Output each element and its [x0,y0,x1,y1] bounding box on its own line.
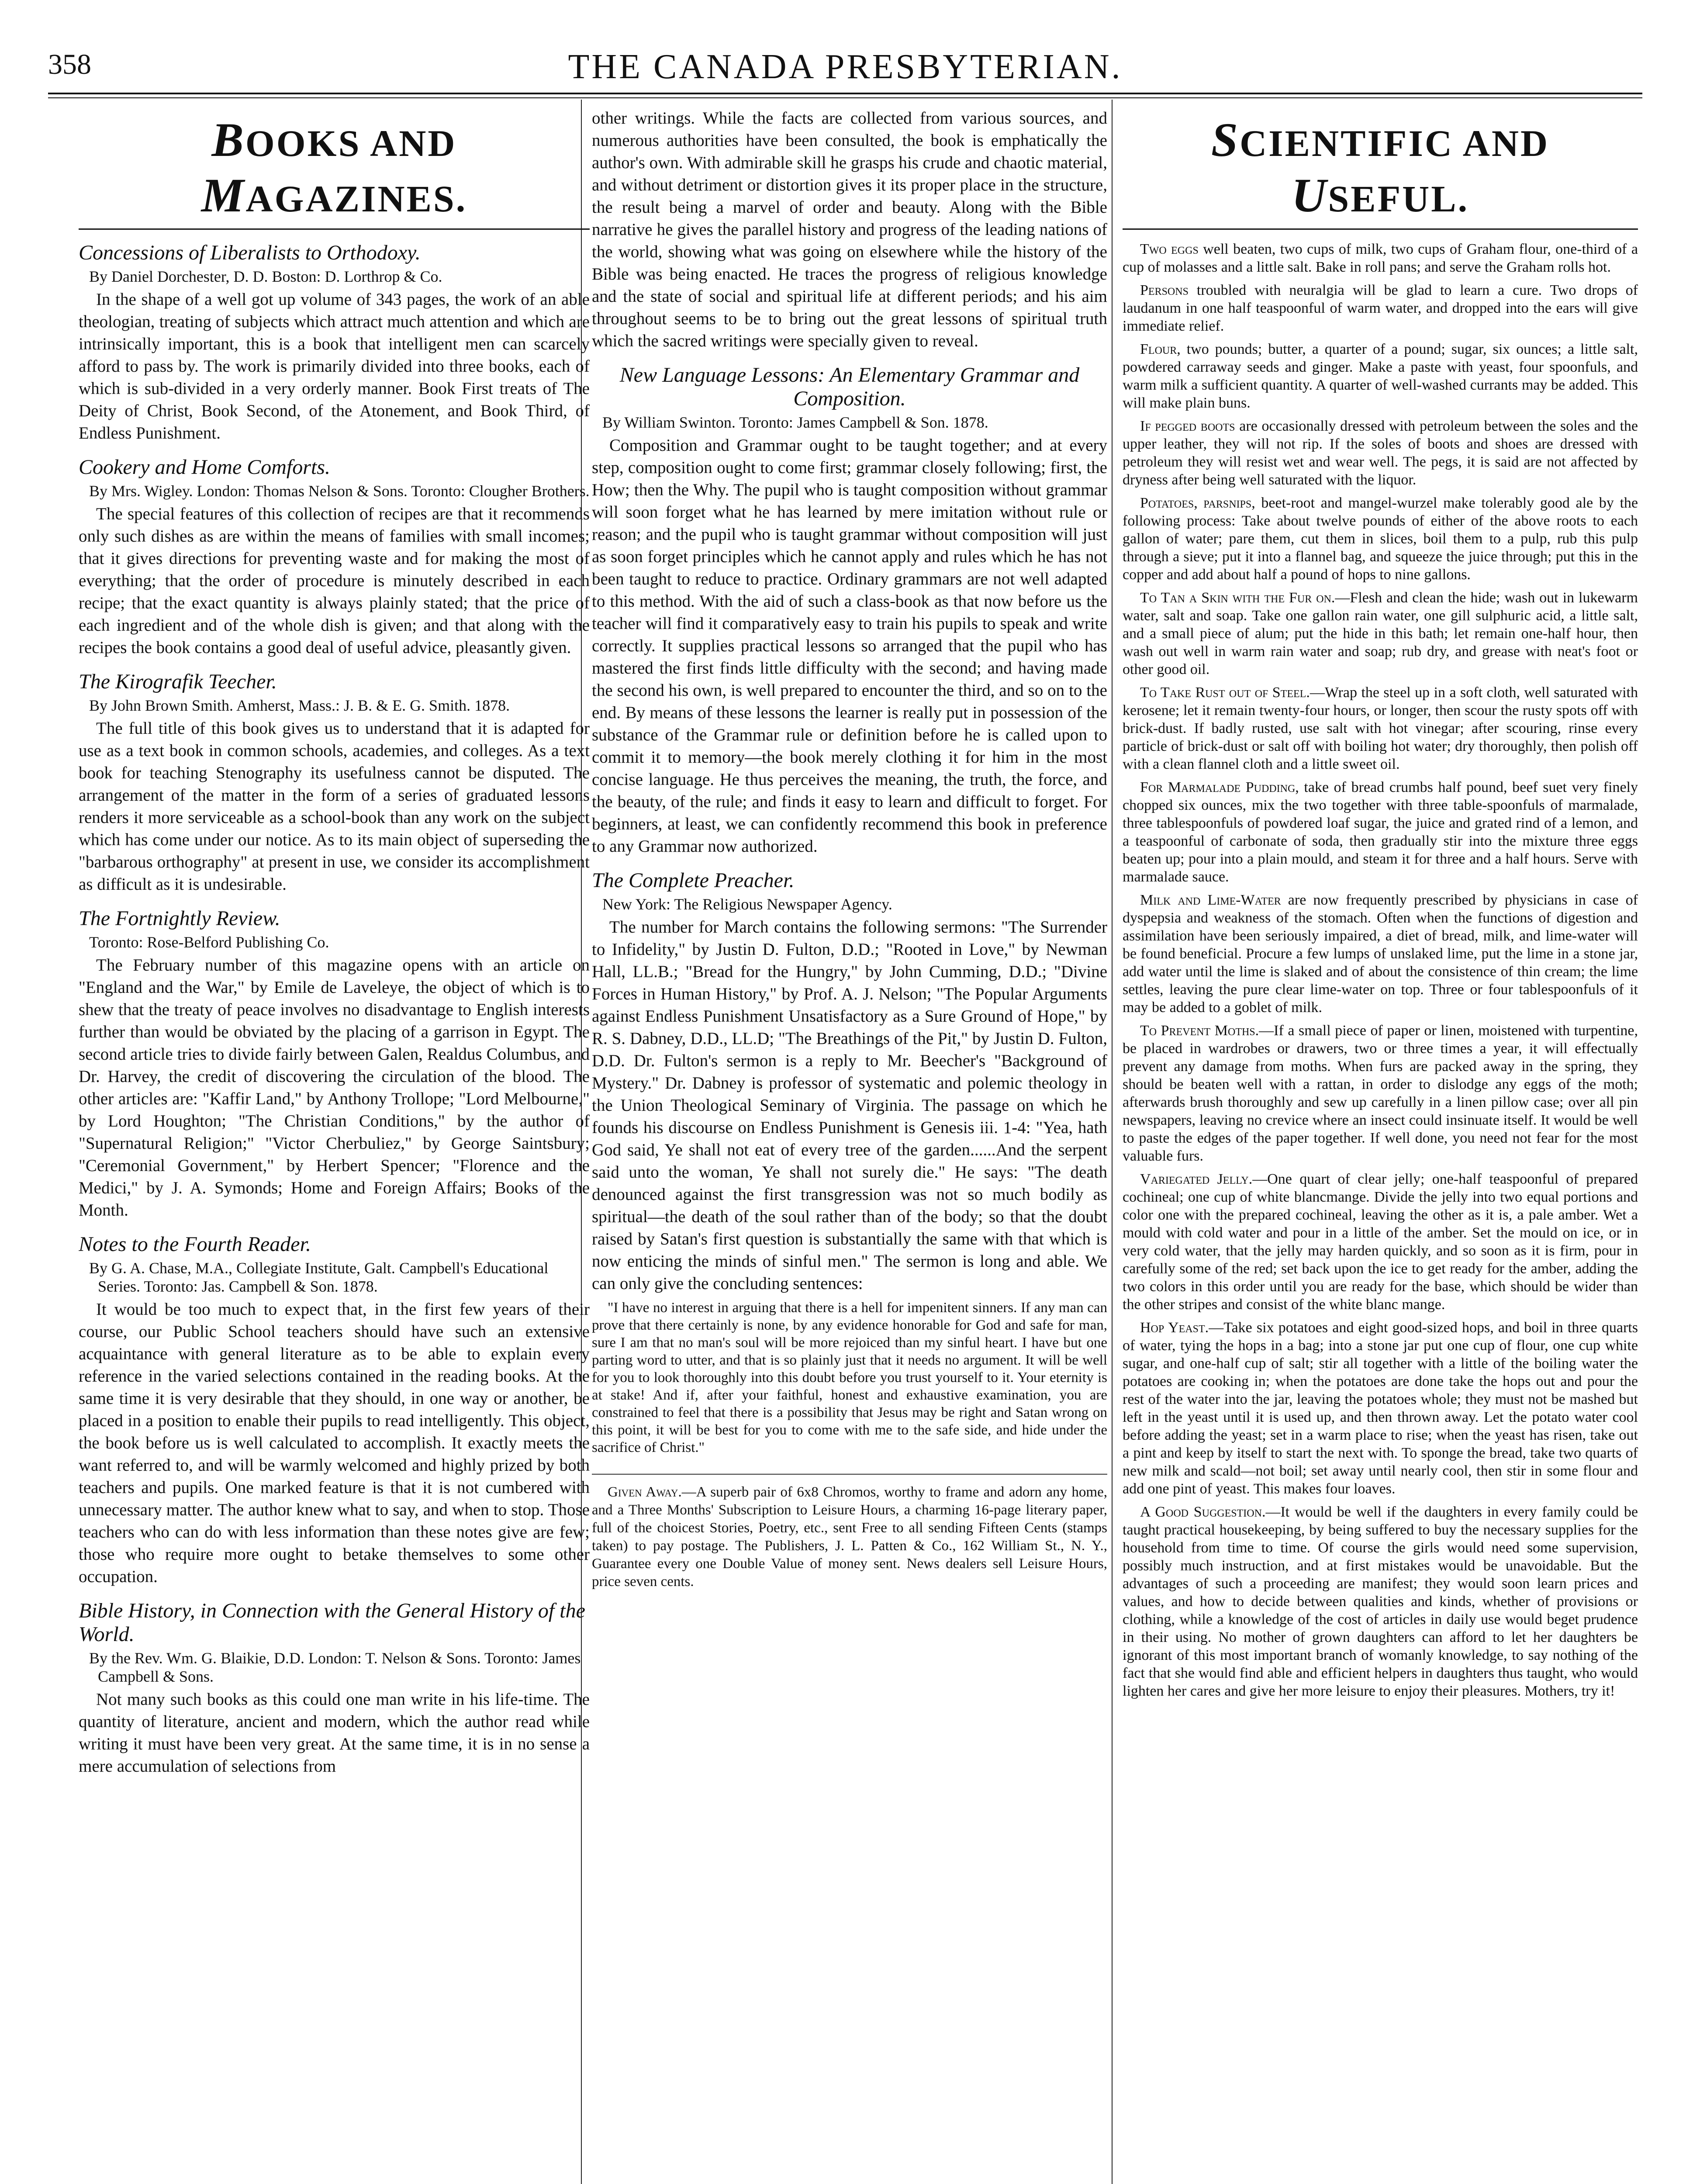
notice-rule [592,1474,1107,1475]
review-kirografik [79,670,590,895]
recipe-item: Persons troubled with neuralgia will be glad to learn a cure. Two drops of laudanum in one half teaspoonful of warm water, and dropped into the ears will give immediate relief. [1123,282,1638,334]
review-byline: By William Swinton. Toronto: James Campbell & Son. 1878. [602,414,988,431]
review-byline: New York: The Religious Newspaper Agency. [602,895,892,913]
review-title: New Language Lessons: An Elementary Grammar and Composition. [619,363,1080,410]
review-byline: By Mrs. Wigley. London: Thomas Nelson & Sons. Toronto: Clougher Brothers. [89,482,590,500]
review-byline: By the Rev. Wm. G. Blaikie, D.D. London: T. Nelson & Sons. Toronto: James Campbell & Sons. [89,1649,581,1685]
recipe-item: Variegated Jelly.—One quart of clear jelly; one-half teaspoonful of prepared cochineal; one cup of white blancmange. Divide the jelly into two equal portions and color one with the prepared cochineal, leaving the other as it is, a pale amber. Wet a mould with cold water and pour in a little of the amber. Set the mould on ice, or in very cold water, that the jelly may harden quickly, and so soon as it is firm, pour in carefully some of the red; set back upon the ice to get ready for the amber, adding the two colors in this order until you are ready for the base, which should be wider than the other stripes and consist of the white blanc mange. [1123,1171,1638,1313]
recipe-item: If pegged boots are occasionally dressed with petroleum between the soles and the upper leather, they will not rip. If the soles of boots and shoes are dressed with petroleum they will resist wet and wear well. The pegs, it is said are not affected by dryness after being well saturated with the liquor. [1123,418,1638,488]
recipe-item: Two eggs well beaten, two cups of milk, two cups of Graham flour, one-third of a cup of molasses and a little salt. Bake in roll pans; and serve the Graham rolls hot. [1123,241,1638,275]
review-byline: By John Brown Smith. Amherst, Mass.: J. B. & E. G. Smith. 1878. [89,697,510,714]
recipe-item: A Good Suggestion.—It would be well if the daughters in every family could be taught practical housekeeping, by being suffered to buy the necessary supplies for the household from time to time. Of course the girls would need some supervision, possibly much instruction, and at first mistakes would be unavoidable. But the advantages of such a proceeding are manifest; they would soon learn prices and values, and how to decide between qualities and kinds, whether of provisions or clothing, while a knowledge of the cost of articles in daily use would beget prudence in their using. No mother of grown daughters can afford to let her daughters be ignorant of this most important branch of womanly knowledge, to say nothing of the fact that she would find able and efficient helpers in daughters thus taught, who would lighten her cares and give her more leisure to enjoy their pleasures. Mothers, try it! [1123,1504,1638,1699]
review-text: Composition and Grammar ought to be taught together; and at every step, composition ought to come first; grammar closely following; first, the How; then the Why. The pupil who is taught composition without grammar will soon forget what he has learned by mere imitation without rule or reason; and the pupil who is taught grammar without composition will just as soon forget principles which he cannot apply and rules which he has not been taught to reduce to practice. Ordinary grammars are not well adapted to this method. With the aid of such a class-book as that now before us the teacher will find it comparatively easy to train his pupils to speak and write correctly. It supplies practical lessons so arranged that the pupil who has mastered the first finds little difficulty with the second; and having made the second his own, is well prepared to encounter the third, and so on to the end. By means of these lessons the learner is really put in possession of the substance of the Grammar rule or definition before he is called upon to commit it to memory—the book merely clothing it for him in the most concise language. He thus perceives the meaning, the truth, the force, and the beauty, of the rule; and finds it easy to learn and difficult to forget. For beginners, at least, we can confidently recommend this book in preference to any Grammar now authorized. [592,436,1107,856]
review-byline: By G. A. Chase, M.A., Collegiate Institute, Galt. Campbell's Educational Series. Toronto: Jas. Campbell & Son. 1878. [89,1259,549,1295]
recipe-item: To Take Rust out of Steel.—Wrap the steel up in a soft cloth, well saturated with kerosene; let it remain twenty-four hours, or longer, then scour the rusty spots off with brick-dust. If badly rusted, use salt with hot vinegar; after scouring, rinse every particle of brick-dust or salt off with boiling hot water; dry thoroughly, then polish off with a clean flannel cloth and a little sweet oil. [1123,684,1638,772]
review-byline: Toronto: Rose-Belford Publishing Co. [89,933,329,951]
recipe-item: Potatoes, parsnips, beet-root and mangel-wurzel make tolerably good ale by the following process: Take about twelve pounds of either of the above roots to each gallon of water; pare them, cut them in slices, boil them to a pulp, rub this pulp through a sieve; put it into a flannel bag, and squeeze the juice through; put this in the copper and add about half a pound of hops to nine gallons. [1123,495,1638,583]
recipe-item: Milk and Lime-Water are now frequently prescribed by physicians in case of dyspepsia and weakness of the stomach. Often when the functions of digestion and assimilation have been seriously impaired, a diet of bread, milk, and lime-water will be found beneficial. Procure a few lumps of unslaked lime, put the lime in a stone jar, add water until the lime is slaked and of about the consistence of thin cream; the lime settles, leaving the pure clear lime-water on top. Three or four tablespoonfuls of it may be added to a goblet of milk. [1123,892,1638,1016]
review-text: In the shape of a well got up volume of 343 pages, the work of an able theologian, treating of subjects which attract much attention and which are intrinsically important, this is a book that intelligent men can scarcely afford to pass by. The work is primarily divided into three books, each of which is sub-divided in a very orderly manner. Book First treats of The Deity of Christ, Book Second, of the Atonement, and Book Third, of Endless Punishment. [79,290,590,442]
recipe-item: To Prevent Moths.—If a small piece of paper or linen, moistened with turpentine, be placed in wardrobes or drawers, two or three times a year, it will effectually prevent any damage from moths. When furs are packed away in the spring, they should be beaten well with a rattan, in order to dislodge any eggs of the moth; afterwards brush thoroughly and sew up carefully in a linen pillow case; over all pin newspapers, leaving no crevice where an insect could insinuate itself. It would be well to paste the edges of the paper together. If well done, you need not fear for the most valuable furs. [1123,1023,1638,1164]
review-text: The special features of this collection of recipes are that it recommends only such dishes as are within the means of families with small incomes; that it gives directions for preventing waste and for making the most of everything; that the order of procedure is minutely described in each recipe; that the exact quantity is always plainly stated; that the price of each ingredient and of the whole dish is given; and that along with the recipes the book contains a good deal of useful advice, pleasantly given. [79,505,590,657]
review-complete-preacher [592,869,1107,1456]
header-rule-thin [48,97,1642,98]
review-fourth-reader [79,1233,590,1588]
review-language-lessons [592,363,1107,857]
scientific-and-useful-heading: SCIENTIFIC AND USEFUL. [1211,113,1550,222]
page-header [48,44,1642,96]
recipe-item: For Marmalade Pudding, take of bread crumbs half pound, beef suet very finely chopped six ounces, mix the two together with three table-spoonfuls of marmalade, three tablespoonfuls of powdered loaf sugar, the juice and grated rind of a lemon, and a teaspoonful of carbonate of soda, then gradually stir into the mixture three eggs beaten up; pour into a plain mould, and steam it for three and a half hours. Serve with marmalade sauce. [1123,779,1638,885]
recipe-item: Hop Yeast.—Take six potatoes and eight good-sized hops, and boil in three quarts of water, tying the hops in a bag; into a stone jar put one cup of flour, one cup white sugar, and one-half cup of salt; stir all together with a little of the boiling water the potatoes are cooking in; when the potatoes are done take the hops out and pour the rest of the water into the jar, leaving the potatoes whole; they must not be mashed but left in the yeast until it is used up, and then thrown away. Let the potato water cool before adding the yeast; set in a warm place to rise; when the yeast has risen, take out a pint and keep by itself to start the next with. To sponge the bread, take two quarts of new milk and scald—not boil; set away until nearly cool, then stir in some flour and add one pint of yeast. This makes four loaves. [1123,1320,1638,1497]
sermon-quote: "I have no interest in arguing that there is a hell for impenitent sinners. If any man can prove that there certainly is none, by any evidence honorable for God and safe for man, sure I am that no man's soul will be more rejoiced than my sinful heart. I have but one parting word to utter, and that is so plainly just that it needs no argument. It will be well for you to look thoroughly into this doubt before you trust yourself to it. Your eternity is at stake! And if, after your faithful, honest and exhaustive examination, you are constrained to feel that there is a possibility that Jesus may be right and Satan wrong on this point, it will be best for you to come with me to the safe side, and hide under the sacrifice of Christ." [592,1300,1107,1455]
heading-rule [79,228,590,230]
middle-column [592,107,1107,2184]
review-text: The February number of this magazine opens with an article on "England and the War," by Emile de Laveleye, the object of which is to shew that the treaty of peace involves no disadvantage to English interests further than would be obviated by the placing of a garrison in Egypt. The second article tries to divide fairly between Galen, Realdus Columbus, and Dr. Harvey, the credit of discovering the circulation of the blood. The other articles are: "Kaffir Land," by Anthony Trollope; "Lord Melbourne," by Lord Houghton; "The Christian Conditions," by the author of "Supernatural Religion;" "Victor Cherbuliez," by George Saintsbury; "Ceremonial Government," by Herbert Spencer; "Florence and the Medici," by J. A. Symonds; Home and Foreign Affairs; Books of the Month. [79,956,590,1220]
page-number: 358 [48,48,91,80]
notice-lead: Given Away. [608,1484,682,1500]
review-fortnightly [79,907,590,1221]
continued-review-text: other writings. While the facts are collected from various sources, and numerous authorities have been consulted, the book is emphatically the author's own. With admirable skill he grasps his crude and chaotic material, and without detriment or distortion gives it its proper place in the structure, the result being a marvel of order and beauty. Along with the Bible narrative he gives the parallel history and progress of the leading nations of the world, showing what was going on elsewhere while the history of the Bible was being enacted. He traces the progress of religious knowledge and the state of social and spiritual life at different periods; and his aim throughout seems to be to bring out the great lessons of spiritual truth which the sacred writings were specially given to reveal. [592,109,1107,350]
review-title: The Fortnightly Review. [79,907,280,930]
review-title: The Complete Preacher. [592,869,795,892]
recipe-item: Flour, two pounds; butter, a quarter of a pound; sugar, six ounces; a little salt, powdered carraway seeds and ginger. Make a paste with yeast, four spoonfuls, and warm milk a sufficient quantity. A quarter of well-washed currants may be added. This will make plain buns. [1123,341,1638,411]
books-column [79,107,590,2184]
review-title: Cookery and Home Comforts. [79,456,330,479]
review-title: The Kirografik Teecher. [79,670,277,693]
review-bible-history [79,1599,590,1777]
review-title: Notes to the Fourth Reader. [79,1233,311,1256]
review-text: It would be too much to expect that, in the first few years of their course, our Public School teachers should have such an extensive acquaintance with general literature as to be able to explain every reference in the varied selections contained in the reading books. At the same time it is very desirable that they should, in one way or another, be placed in a position to enable their pupils to read intelligently. This object, the book before us is well calculated to accomplish. It exactly meets the want referred to, and will be warmly welcomed and highly prized by both teachers and pupils. One marked feature is that it is not cumbered with unnecessary matter. The author knew what to say, and when to stop. Those teachers who can do with less information than these notes give are few; those who require more ought to betake themselves to some other occupation. [79,1300,590,1586]
review-concessions [79,241,590,444]
review-text: The number for March contains the following sermons: "The Surrender to Infidelity," by Justin D. Fulton, D.D.; "Rooted in Love," by Newman Hall, LL.B.; "Bread for the Hungry," by John Cumming, D.D.; "Divine Forces in Human History," by Prof. A. J. Nelson; "The Popular Arguments against Endless Punishment Unsatisfactory as a Sure Ground of Hope," by R. S. Dabney, D.D., LL.D; "The Breathings of the Pit," by Justin D. Fulton, D.D. Dr. Fulton's sermon is a reply to Mr. Beecher's "Background of Mystery." Dr. Dabney is professor of systematic and polemic theology in the Union Theological Seminary of Virginia. The passage on which he founds his discourse on Endless Punishment is Genesis iii. 1-4: "Yea, hath God said, Ye shall not eat of every tree of the garden......And the serpent said unto the woman, Ye shall not surely die." He says: "The death denounced against the first transgression was not so much bodily as spiritual—the death of the soul rather than of the body; so that the doubt raised by Satan's first question is substantially the same with that which is now enticing the minds of sinful men." The sermon is long and able. We can only give the concluding sentences: [592,918,1107,1293]
review-title: Concessions of Liberalists to Orthodoxy. [79,241,421,264]
header-rule [48,93,1642,94]
review-text: Not many such books as this could one man write in his life-time. The quantity of literature, ancient and modern, which the author read while writing it must have been very great. At the same time, it is in no sense a mere accumulation of selections from [79,1690,590,1776]
newspaper-title: THE CANADA PRESBYTERIAN. [568,48,1123,86]
given-away-notice [592,1483,1107,1591]
recipe-item: To Tan a Skin with the Fur on.—Flesh and clean the hide; wash out in lukewarm water, salt and soap. Take one gallon rain water, one gill sulphuric acid, a little salt, and a small piece of alum; put the hide in this bath; let remain one-half hour, then wash out well in warm rain water and soap; rub dry, and grease with neat's foot or other good oil. [1123,590,1638,677]
review-text: The full title of this book gives us to understand that it is adapted for use as a text book in common schools, academies, and colleges. As a text book for teaching Stenography its usefulness cannot be disputed. The arrangement of the matter in the form of a series of graduated lessons renders it more serviceable as a school-book than any work on the subject which has come under our notice. As to its main object of superseding the "barbarous orthography" at present in use, we consider its accomplishment as difficult as it is undesirable. [79,719,590,894]
review-cookery [79,456,590,659]
review-title: Bible History, in Connection with the General History of the World. [79,1599,585,1646]
review-byline: By Daniel Dorchester, D. D. Boston: D. Lorthrop & Co. [89,268,442,285]
heading-rule [1123,228,1638,230]
notice-text: —A superb pair of 6x8 Chromos, worthy to frame and adorn any home, and a Three Months' Subscription to Leisure Hours, a charming 16-page literary paper, full of the choicest Stories, Poetry, etc., sent Free to all sending Fifteen Cents (stamps taken) to pay postage. The Publishers, J. L. Patten & Co., 162 William St., N. Y., Guarantee every one Double Value of money sent. News dealers sell Leisure Hours, price seven cents. [592,1484,1107,1590]
books-and-magazines-heading: BOOKS AND MAGAZINES. [201,113,467,222]
scientific-column [1123,107,1638,2184]
column-divider [1112,100,1113,2184]
